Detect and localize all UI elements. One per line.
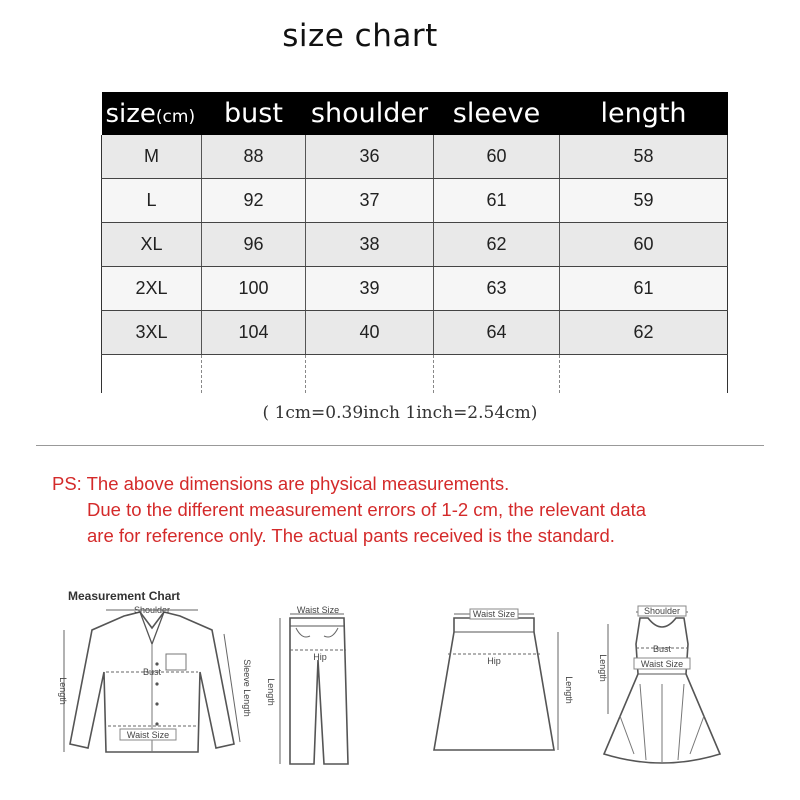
header-length: length: [560, 92, 728, 135]
table-row: [102, 223, 728, 267]
pants-length-label: Length: [266, 678, 276, 706]
cell-bust: 104: [202, 311, 306, 355]
header-sleeve: sleeve: [434, 92, 560, 135]
cell-shoulder: 36: [306, 135, 434, 179]
cell-bust: 92: [202, 179, 306, 223]
cell-shoulder: 40: [306, 311, 434, 355]
table-row: [102, 311, 728, 355]
shirt-waist-label: Waist Size: [126, 730, 170, 740]
disclaimer-line-1: PS: The above dimensions are physical measurements.: [52, 473, 510, 494]
dress-bust-label: Bust: [652, 644, 672, 654]
disclaimer-line-2: Due to the different measurement errors of 1-2 cm, the relevant data: [87, 499, 647, 520]
cell-sleeve: 64: [434, 311, 560, 355]
cell-size: M: [102, 135, 202, 179]
table-row: [102, 267, 728, 311]
dress-diagram: [596, 604, 726, 774]
cell-empty: [434, 355, 560, 394]
cell-size: XL: [102, 223, 202, 267]
cell-length: 59: [560, 179, 728, 223]
size-table: [101, 92, 728, 393]
header-shoulder: shoulder: [306, 92, 434, 135]
shirt-shoulder-label: Shoulder: [133, 605, 171, 615]
measurement-chart-title: Measurement Chart: [68, 589, 181, 603]
cell-sleeve: 60: [434, 135, 560, 179]
section-divider: [36, 445, 764, 446]
shirt-length-label: Length: [58, 677, 68, 705]
skirt-hip-label: Hip: [487, 656, 501, 666]
table-row: [102, 179, 728, 223]
cell-bust: 88: [202, 135, 306, 179]
cell-length: 61: [560, 267, 728, 311]
table-row: [102, 135, 728, 179]
skirt-length-label: Length: [564, 676, 574, 704]
cell-shoulder: 37: [306, 179, 434, 223]
cell-empty: [102, 355, 202, 394]
cell-length: 58: [560, 135, 728, 179]
cell-size: L: [102, 179, 202, 223]
cell-empty: [202, 355, 306, 394]
shirt-sleeve-label: Sleeve Length: [242, 659, 252, 717]
header-size: [102, 92, 202, 135]
cell-bust: 100: [202, 267, 306, 311]
header-size-label: size: [105, 98, 156, 129]
cell-sleeve: 61: [434, 179, 560, 223]
cell-empty: [306, 355, 434, 394]
cell-bust: 96: [202, 223, 306, 267]
dress-length-label: Length: [598, 654, 608, 682]
pants-waist-label: Waist Size: [296, 605, 340, 615]
skirt-diagram: [430, 604, 574, 764]
cell-length: 60: [560, 223, 728, 267]
dress-shoulder-label: Shoulder: [643, 606, 681, 616]
cell-sleeve: 62: [434, 223, 560, 267]
dress-waist-label: Waist Size: [640, 659, 684, 669]
cell-shoulder: 39: [306, 267, 434, 311]
pants-diagram: [262, 604, 362, 774]
pants-hip-label: Hip: [313, 652, 327, 662]
cell-shoulder: 38: [306, 223, 434, 267]
page-title: size chart: [282, 18, 438, 54]
cell-length: 62: [560, 311, 728, 355]
header-bust: bust: [202, 92, 306, 135]
header-unit: (cm): [155, 106, 196, 127]
unit-conversion-note: ( 1cm=0.39inch 1inch=2.54cm): [262, 403, 538, 423]
table-blank-row: [102, 355, 728, 394]
table-header-row: [102, 92, 728, 135]
disclaimer-line-3: are for reference only. The actual pants received is the standard.: [87, 525, 615, 546]
shirt-diagram: [58, 604, 252, 764]
cell-size: 3XL: [102, 311, 202, 355]
shirt-bust-label: Bust: [142, 667, 162, 677]
measurement-disclaimer: [52, 471, 752, 549]
skirt-waist-label: Waist Size: [472, 609, 516, 619]
cell-size: 2XL: [102, 267, 202, 311]
cell-sleeve: 63: [434, 267, 560, 311]
measurement-diagrams: [0, 590, 800, 800]
cell-empty: [560, 355, 728, 394]
